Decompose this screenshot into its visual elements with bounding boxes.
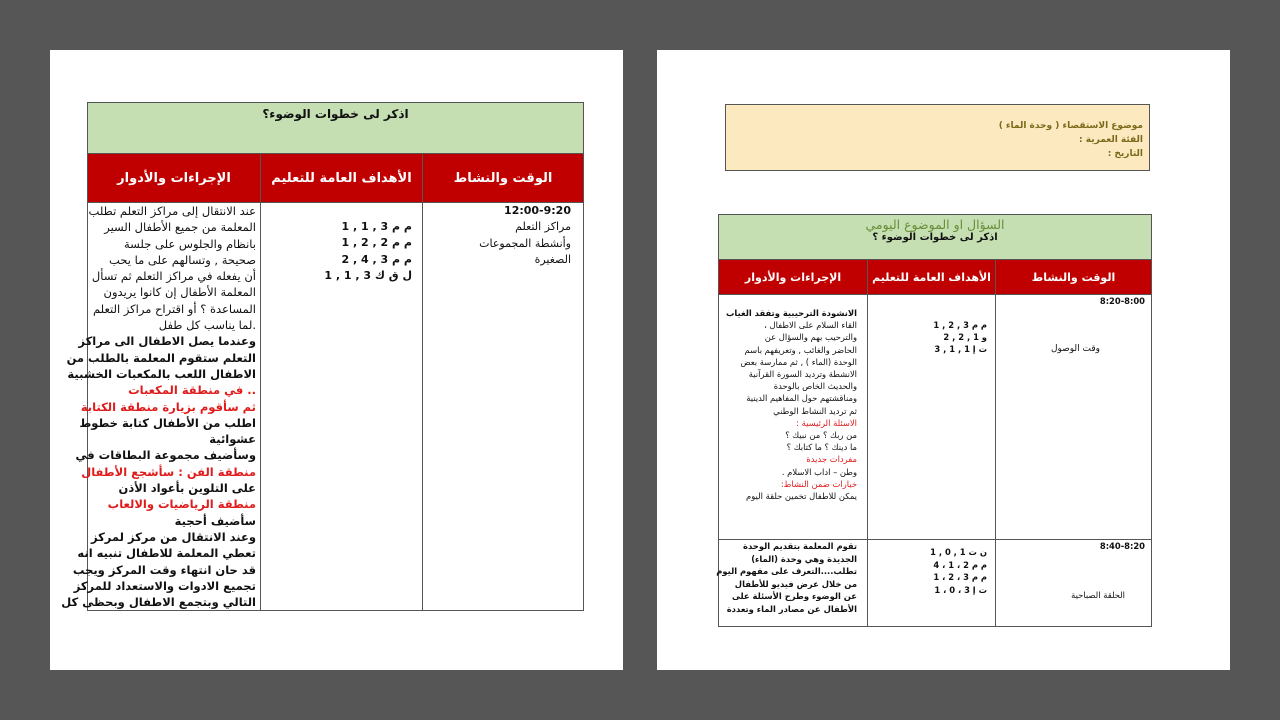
procedure-line: الاطفال اللعب بالمكعبات الخشبية [67, 366, 256, 381]
procedure-line: على التلوين بأعواد الأذن [118, 481, 256, 496]
spacer-line [1000, 553, 1145, 565]
procedure-line: التالي وبتجمع الاطفال وبحظى كل [61, 595, 256, 610]
spacer-line [723, 295, 857, 307]
procedure-line: تجميع الادوات والاستعداد للمركز [73, 578, 256, 593]
arrival-goals-cell [868, 295, 996, 540]
procedure-line: قد حان انتهاء وقت المركز ويجب [72, 562, 256, 577]
header-time-activity: الوقت والنشاط [996, 260, 1152, 295]
goal-line: م م 3 , 4 , 2 [341, 252, 412, 266]
procedure-line: المعلمة الأطفال إن كانوا يريدون [103, 285, 256, 300]
time-label: وقت الوصول [1050, 344, 1101, 355]
procedure-line-highlight: منطقة الفن : سأشجع الأطفال [81, 464, 256, 479]
procedure-line: الأطفال عن مصادر الماء وتعددة [726, 603, 858, 614]
header-goals: الأهداف العامة للتعليم [868, 260, 996, 295]
goal-line [265, 203, 412, 219]
arrival-procedures-cell [719, 295, 868, 540]
right-page [657, 50, 1230, 670]
procedure-line: اطلب من الأطفال كتابة خطوط [79, 415, 256, 430]
left-goals-cell [261, 203, 423, 611]
procedure-line: ومناقشتهم حول المفاهيم الدينية [746, 393, 858, 404]
goal-line: م م 3 ، 2 ، 1 [933, 572, 988, 583]
procedure-line: عشوائية [209, 432, 256, 447]
procedure-line: عند الانتقال إلى مراكز التعلم تطلب [88, 204, 256, 218]
main-questions-heading: الاسئلة الرئيسية : [796, 417, 858, 428]
procedure-line: الجديدة وهي وحدة (الماء) [751, 553, 858, 564]
procedure-line: الحاضر والغائب , وتعريفهم باسم [744, 344, 858, 355]
time-range: 8:40-8:20 [1099, 541, 1146, 551]
spacer-line [1000, 577, 1145, 589]
goal-line: ت إ 3 ، 0 ، 1 [934, 584, 988, 595]
circle-time-cell [996, 540, 1152, 627]
goal-line: و 1 , 2 , 2 [943, 332, 988, 343]
spacer-line [872, 295, 987, 307]
header-procedures: الإجراءات والأدوار [88, 154, 261, 203]
header-procedures: الإجراءات والأدوار [719, 260, 868, 295]
procedure-line: بانظام والجلوس على جلسة [124, 236, 256, 251]
date-field: التاريخ : [1107, 149, 1143, 159]
procedure-line: الانشطة وترديد السورة القرآنية [748, 369, 858, 380]
age-group: الفئة العمرية : [1079, 135, 1143, 145]
procedure-line: وعند الانتقال من مركز لمركز [90, 529, 256, 544]
left-procedures-cell [61, 203, 261, 611]
goal-line: ل ق ك 3 , 1 , 1 [324, 268, 412, 282]
procedure-line: المساعدة ؟ أو اقتراح مراكز التعلم [93, 301, 256, 316]
spacer-line [872, 307, 987, 319]
time-range: 12:00-9:20 [504, 204, 571, 217]
time-label: مراكز التعلم [515, 220, 571, 234]
goal-line: م م 3 , 2 , 1 [933, 320, 988, 330]
procedure-line: والحديث الخاص بالوحدة [773, 381, 858, 392]
header-goals: الأهداف العامة للتعليم [261, 154, 423, 203]
spacer-line [1000, 319, 1145, 331]
goal-line: ن ت 1 , 0 , 1 [930, 547, 988, 557]
activity-options-heading: خيارات ضمن النشاط: [780, 478, 858, 489]
procedure-line: القاء السلام على الاطفال ، [764, 320, 858, 331]
procedure-line-highlight: منطقة الرياضيات والالعاب [107, 497, 256, 512]
procedure-line: تعطي المعلمة للاطفال تنبيه انه [77, 546, 256, 561]
procedure-line: .لما يناسب كل طفل [158, 318, 256, 333]
procedure-line-highlight: .. في منطقة المكعبات [128, 383, 256, 398]
procedure-line: تقوم المعلمة بتقديم الوحدة [743, 541, 858, 551]
goal-line: م م 3 , 1 , 1 [341, 220, 412, 233]
procedure-line: أن يفعله في مراكز التعلم ثم تسأل [91, 269, 256, 284]
header-time-activity: الوقت والنشاط [423, 154, 584, 203]
daily-topic-title: السؤال او الموضوع اليومي [865, 217, 1005, 232]
procedure-line: من خلال عرض فيديو للأطفال [734, 578, 858, 589]
procedure-line: وطن – اداب الاسلام . [781, 466, 858, 477]
inquiry-topic: موضوع الاستقصاء ( وحدة الماء ) [998, 121, 1143, 131]
inquiry-info-box [725, 104, 1150, 171]
daily-question: اذكر لى خطوات الوضوء ؟ [872, 232, 998, 243]
procedure-line: سأضيف أحجية [174, 513, 256, 528]
left-question-title: اذكر لى خطوات الوضوء؟ [88, 103, 584, 154]
procedure-line-highlight: ثم سأقوم بزيارة منطقة الكتابة [80, 399, 256, 414]
circle-procedures-cell [716, 540, 868, 627]
left-page [50, 50, 623, 670]
goal-line: ت إ 1 , 1 , 3 [934, 344, 988, 355]
procedure-line: صحيحة , وتسالهم على ما يحب [109, 252, 256, 267]
procedure-line: تطلب....التعرف على مفهوم اليوم [716, 566, 858, 577]
right-lesson-table [718, 214, 1152, 627]
arrival-time-cell [996, 295, 1152, 540]
procedure-line: يمكن للاطفال تخمين حلقة اليوم [746, 491, 858, 502]
time-label: الصغيرة [534, 252, 571, 266]
procedure-line: من ربك ؟ من نبيك ؟ [785, 430, 858, 441]
spacer-line [1000, 307, 1145, 319]
left-time-cell [423, 203, 584, 611]
procedure-line: ما دينك ؟ ما كتابك ؟ [786, 442, 858, 453]
time-label: وأنشطة المجموعات [479, 236, 571, 250]
new-vocabulary-heading: مفردات جديدة [806, 454, 858, 465]
procedure-line: عن الوضوء وطرح الأسئلة على [731, 591, 858, 602]
time-label: الحلقة الصباحية [1071, 589, 1126, 600]
procedure-line: الوحدة (الماء ) , ثم ممارسة بعض [740, 356, 858, 367]
procedure-line: الانشودة الترحيبية وتفقد الغياب [726, 308, 858, 318]
daily-topic-header [719, 215, 1152, 260]
left-lesson-table [61, 102, 584, 611]
time-range: 8:20-8:00 [1099, 296, 1146, 306]
procedure-line: وعندما يصل الاطفال الى مراكز [78, 334, 256, 349]
spacer-line [1000, 331, 1145, 343]
procedure-line: وسأضيف مجموعة البطاقات في [75, 448, 256, 463]
procedure-line: المعلمة من جميع الأطفال السير [104, 220, 256, 235]
goal-line: م م 2 , 2 , 1 [341, 236, 412, 250]
procedure-line: والترحيب بهم والسؤال عن [764, 332, 858, 343]
procedure-line: ثم ترديد النشاط الوطني [773, 405, 858, 416]
circle-goals-cell [868, 540, 996, 627]
procedure-line: التعلم ستقوم المعلمة بالطلب من [66, 350, 256, 365]
spacer-line [1000, 565, 1145, 577]
goal-line: م م 2 ، 1 ، 4 [933, 559, 988, 570]
